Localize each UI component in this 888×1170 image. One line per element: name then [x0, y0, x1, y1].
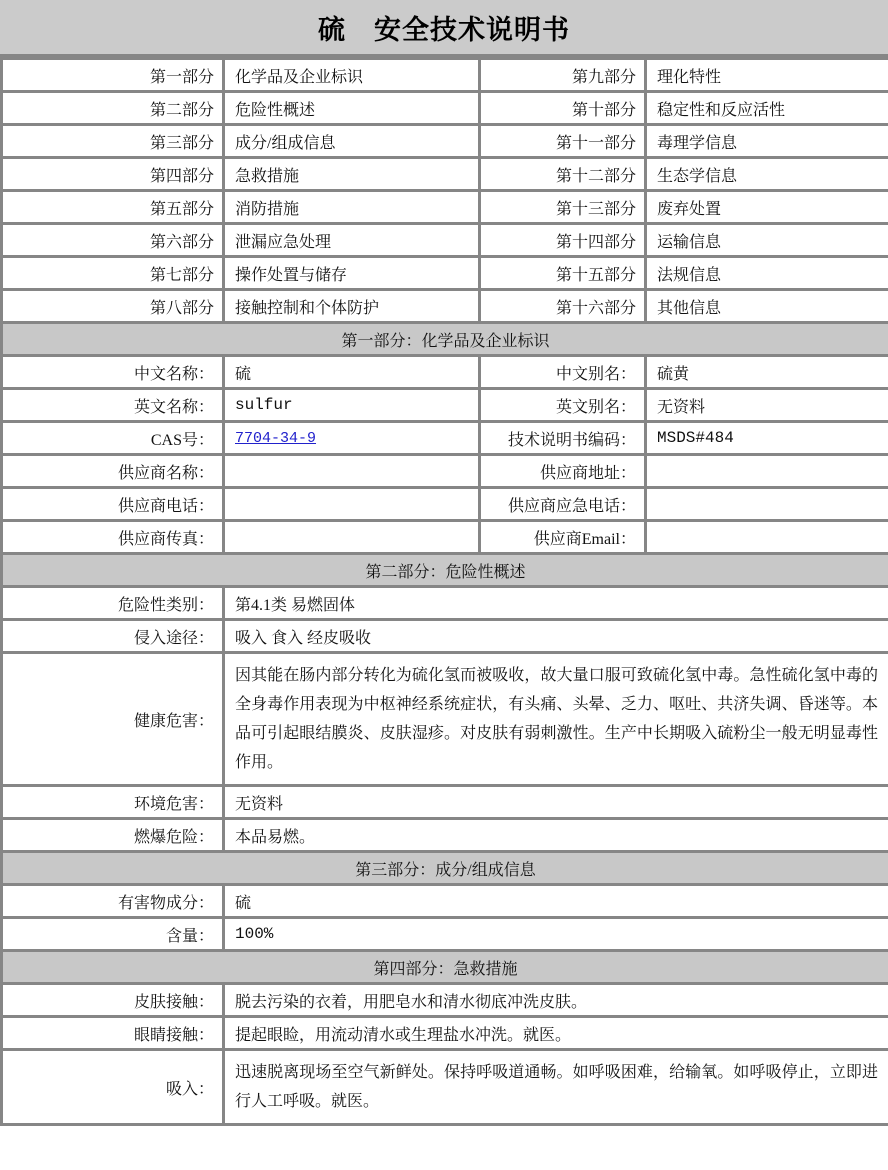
toc-part-title: 运输信息 [646, 224, 888, 257]
field-label: 英文名称： [2, 389, 224, 422]
field-label: 健康危害： [2, 653, 224, 786]
toc-part-title: 消防措施 [224, 191, 480, 224]
field-label: 中文名称： [2, 356, 224, 389]
field-label: 燃爆危险： [2, 819, 224, 852]
section-header: 第三部分：成分/组成信息 [2, 852, 888, 885]
toc-part-title: 法规信息 [646, 257, 888, 290]
field-label: 供应商名称： [2, 455, 224, 488]
field-value: 无资料 [224, 786, 888, 819]
field-value: sulfur [224, 389, 480, 422]
field-row [2, 422, 888, 455]
field-row [2, 1017, 888, 1050]
field-label: 英文别名： [480, 389, 646, 422]
field-value [646, 455, 888, 488]
toc-part-title: 危险性概述 [224, 92, 480, 125]
field-label: 供应商应急电话： [480, 488, 646, 521]
toc-row [2, 257, 888, 290]
field-value [224, 521, 480, 554]
toc-part-title: 稳定性和反应活性 [646, 92, 888, 125]
toc-row [2, 224, 888, 257]
field-label: 吸入： [2, 1050, 224, 1125]
toc-part-title: 急救措施 [224, 158, 480, 191]
field-row [2, 521, 888, 554]
section-header-row [2, 323, 888, 356]
toc-part-title: 泄漏应急处理 [224, 224, 480, 257]
field-label: 危险性类别： [2, 587, 224, 620]
field-value: 迅速脱离现场至空气新鲜处。保持呼吸道通畅。如呼吸困难，给输氧。如呼吸停止，立即进行人工呼吸。就医。 [224, 1050, 888, 1125]
toc-part-title: 化学品及企业标识 [224, 59, 480, 92]
field-value: 硫黄 [646, 356, 888, 389]
toc-part-label: 第十部分 [480, 92, 646, 125]
field-value [224, 488, 480, 521]
field-row [2, 984, 888, 1017]
field-label: 技术说明书编码： [480, 422, 646, 455]
field-value: 提起眼睑，用流动清水或生理盐水冲洗。就医。 [224, 1017, 888, 1050]
field-label: 环境危害： [2, 786, 224, 819]
title-bar [0, 0, 888, 57]
field-label: 皮肤接触： [2, 984, 224, 1017]
toc-part-title: 其他信息 [646, 290, 888, 323]
msds-table [0, 57, 888, 1126]
field-value [224, 455, 480, 488]
toc-part-label: 第十四部分 [480, 224, 646, 257]
toc-row [2, 125, 888, 158]
toc-part-label: 第十二部分 [480, 158, 646, 191]
field-label: 含量： [2, 918, 224, 951]
field-label: 侵入途径： [2, 620, 224, 653]
field-row [2, 587, 888, 620]
toc-part-label: 第六部分 [2, 224, 224, 257]
field-row [2, 653, 888, 786]
field-value [224, 422, 480, 455]
section-header: 第二部分：危险性概述 [2, 554, 888, 587]
field-value: 第4.1类 易燃固体 [224, 587, 888, 620]
toc-part-title: 接触控制和个体防护 [224, 290, 480, 323]
toc-part-label: 第十三部分 [480, 191, 646, 224]
toc-part-title: 废弃处置 [646, 191, 888, 224]
section-header-row [2, 554, 888, 587]
field-row [2, 488, 888, 521]
field-row [2, 786, 888, 819]
field-value: 吸入 食入 经皮吸收 [224, 620, 888, 653]
field-value [646, 521, 888, 554]
field-row [2, 1050, 888, 1125]
section-header: 第一部分：化学品及企业标识 [2, 323, 888, 356]
toc-part-label: 第九部分 [480, 59, 646, 92]
toc-part-label: 第十一部分 [480, 125, 646, 158]
field-value: 本品易燃。 [224, 819, 888, 852]
toc-part-title: 操作处置与储存 [224, 257, 480, 290]
field-value: 100% [224, 918, 888, 951]
toc-part-label: 第七部分 [2, 257, 224, 290]
toc-part-title: 成分/组成信息 [224, 125, 480, 158]
toc-row [2, 92, 888, 125]
field-value: 无资料 [646, 389, 888, 422]
field-value: 脱去污染的衣着，用肥皂水和清水彻底冲洗皮肤。 [224, 984, 888, 1017]
field-label: CAS号： [2, 422, 224, 455]
toc-part-title: 毒理学信息 [646, 125, 888, 158]
toc-part-label: 第十六部分 [480, 290, 646, 323]
toc-row [2, 59, 888, 92]
toc-part-title: 生态学信息 [646, 158, 888, 191]
field-value [646, 488, 888, 521]
toc-row [2, 290, 888, 323]
field-row [2, 918, 888, 951]
field-label: 有害物成分： [2, 885, 224, 918]
toc-part-label: 第二部分 [2, 92, 224, 125]
field-value: 硫 [224, 885, 888, 918]
field-row [2, 389, 888, 422]
field-value: 因其能在肠内部分转化为硫化氢而被吸收，故大量口服可致硫化氢中毒。急性硫化氢中毒的全身毒作用表现为中枢神经系统症状，有头痛、头晕、乏力、呕吐、共济失调、昏迷等。本品可引起眼结膜炎、皮肤湿疹。对皮肤有弱刺激性。生产中长期吸入硫粉尘一般无明显毒性作用。 [224, 653, 888, 786]
toc-row [2, 191, 888, 224]
toc-part-label: 第十五部分 [480, 257, 646, 290]
toc-part-label: 第一部分 [2, 59, 224, 92]
field-label: 中文别名： [480, 356, 646, 389]
field-label: 供应商传真： [2, 521, 224, 554]
document-title: 硫 安全技术说明书 [318, 14, 570, 45]
section-header-row [2, 951, 888, 984]
field-row [2, 356, 888, 389]
field-label: 供应商电话： [2, 488, 224, 521]
toc-part-label: 第五部分 [2, 191, 224, 224]
field-value: MSDS#484 [646, 422, 888, 455]
field-label: 供应商地址： [480, 455, 646, 488]
section-header-row [2, 852, 888, 885]
field-label: 眼睛接触： [2, 1017, 224, 1050]
cas-number-link[interactable]: 7704-34-9 [235, 430, 317, 447]
field-label: 供应商Email： [480, 521, 646, 554]
toc-part-label: 第四部分 [2, 158, 224, 191]
toc-part-label: 第八部分 [2, 290, 224, 323]
toc-part-label: 第三部分 [2, 125, 224, 158]
field-row [2, 885, 888, 918]
toc-row [2, 158, 888, 191]
toc-part-title: 理化特性 [646, 59, 888, 92]
field-row [2, 819, 888, 852]
field-value: 硫 [224, 356, 480, 389]
section-header: 第四部分：急救措施 [2, 951, 888, 984]
field-row [2, 620, 888, 653]
field-row [2, 455, 888, 488]
